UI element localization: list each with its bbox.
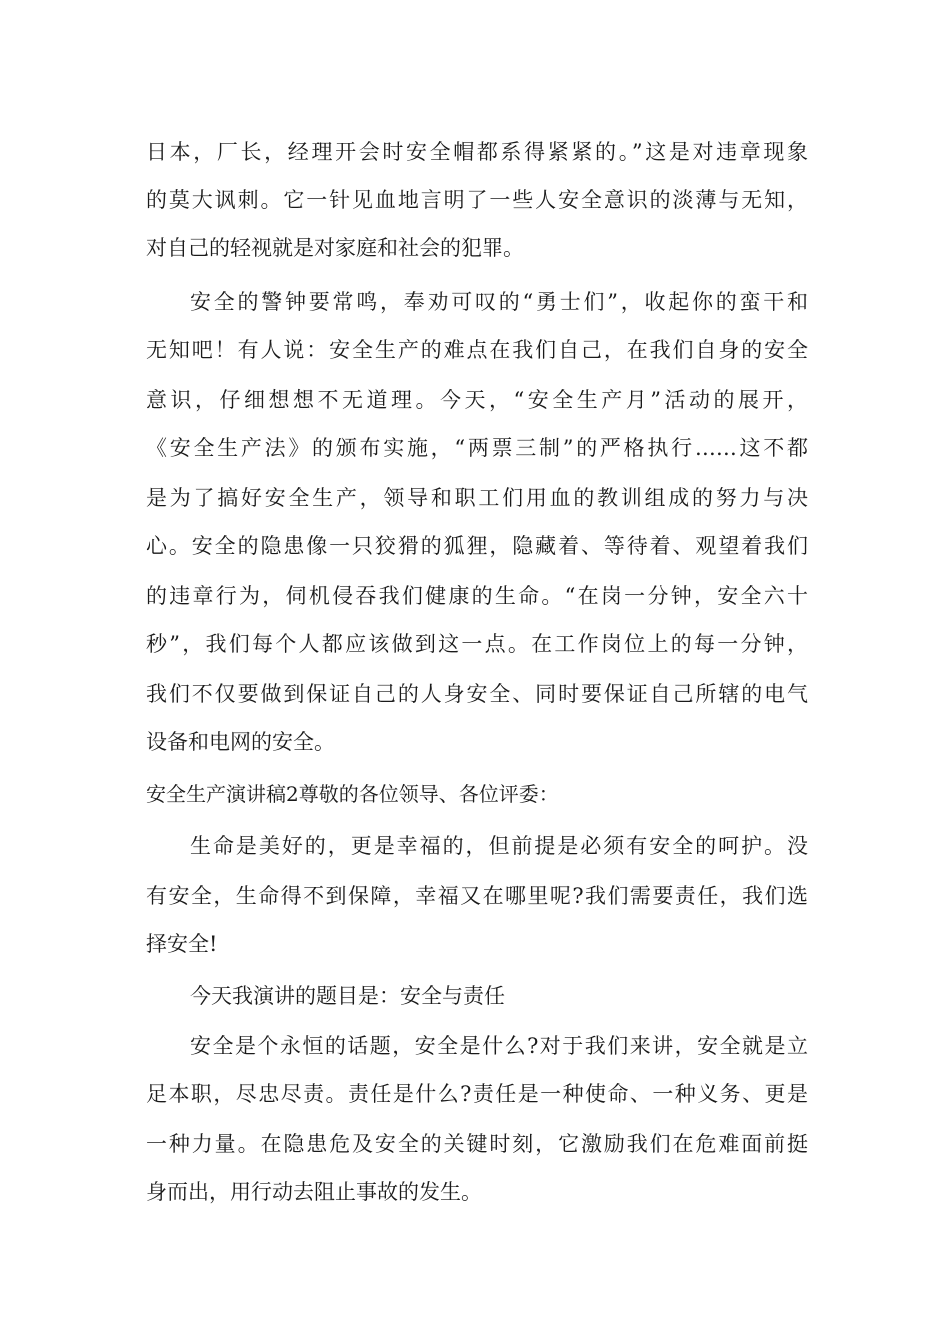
paragraph-line: 有安全，生命得不到保障，幸福又在哪里呢?我们需要责任，我们选 [146, 884, 808, 908]
paragraph-line: 生命是美好的，更是幸福的，但前提是必须有安全的呵护。没 [190, 834, 808, 858]
paragraph-line: 一种力量。在隐患危及安全的关键时刻，它激励我们在危难面前挺 [146, 1132, 808, 1156]
paragraph-line: 日本，厂长，经理开会时安全帽都系得紧紧的。”这是对违章现象 [146, 140, 808, 164]
paragraph-line: 我们不仅要做到保证自己的人身安全、同时要保证自己所辖的电气 [146, 682, 808, 706]
paragraph-line: 的莫大讽刺。它一针见血地言明了一些人安全意识的淡薄与无知， [146, 188, 808, 212]
section-heading: 安全生产演讲稿2尊敬的各位领导、各位评委： [146, 782, 559, 806]
paragraph-line: 安全的警钟要常鸣，奉劝可叹的“勇士们”，收起你的蛮干和 [190, 290, 808, 314]
paragraph-line: 对自己的轻视就是对家庭和社会的犯罪。 [146, 236, 524, 260]
paragraph-line: 是为了搞好安全生产，领导和职工们用血的教训组成的努力与决 [146, 486, 808, 510]
paragraph-line: 足本职，尽忠尽责。责任是什么?责任是一种使命、一种义务、更是 [146, 1082, 808, 1106]
paragraph-line: 无知吧！有人说：安全生产的难点在我们自己，在我们自身的安全 [146, 338, 808, 362]
speech-title-line: 今天我演讲的题目是：安全与责任 [190, 984, 505, 1008]
paragraph-line: 择安全! [146, 932, 218, 956]
paragraph-line: 《安全生产法》的颁布实施，“两票三制”的严格执行……这不都 [146, 436, 808, 460]
paragraph-line: 安全是个永恒的话题，安全是什么?对于我们来讲，安全就是立 [190, 1034, 808, 1058]
paragraph-line: 心。安全的隐患像一只狡猾的狐狸，隐藏着、等待着、观望着我们 [146, 534, 808, 558]
paragraph-line: 秒”，我们每个人都应该做到这一点。在工作岗位上的每一分钟， [146, 632, 808, 656]
paragraph-line: 身而出，用行动去阻止事故的发生。 [146, 1180, 482, 1204]
paragraph-line: 的违章行为，伺机侵吞我们健康的生命。“在岗一分钟，安全六十 [146, 584, 808, 608]
paragraph-line: 意识，仔细想想不无道理。今天，“安全生产月”活动的展开， [146, 388, 808, 412]
paragraph-line: 设备和电网的安全。 [146, 730, 335, 754]
